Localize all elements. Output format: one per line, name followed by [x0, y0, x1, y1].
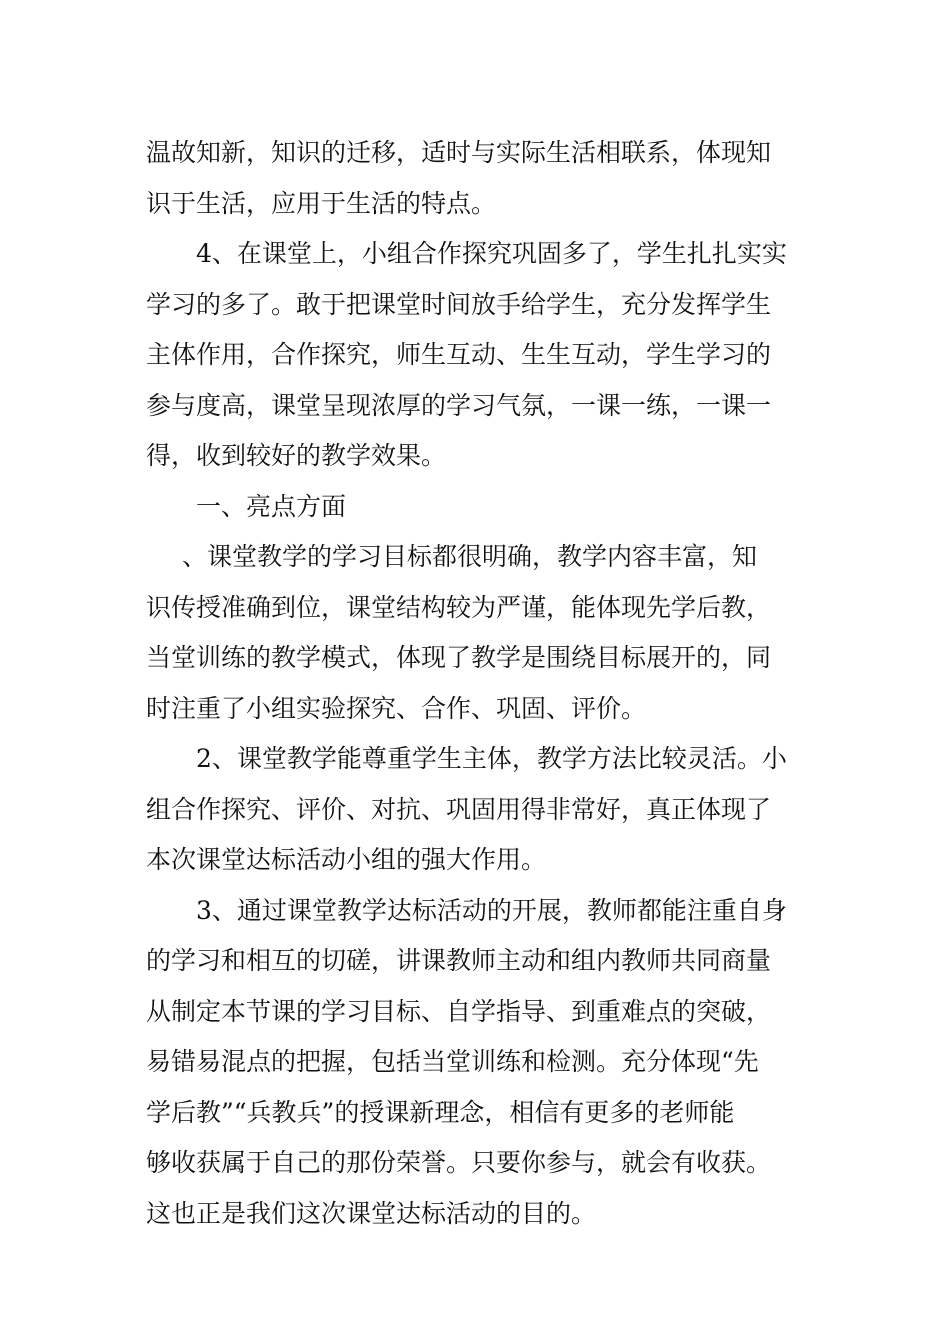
text-line: 识传授准确到位，课堂结构较为严谨，能体现先学后教， — [146, 592, 772, 622]
document-body — [146, 128, 810, 1239]
text-line: 这也正是我们这次课堂达标活动的目的。 — [146, 1198, 597, 1228]
text-line: 温故知新，知识的迁移，适时与实际生活相联系，体现知 — [146, 138, 772, 167]
text-line: 学后教”“兵教兵”的授课新理念，相信有更多的老师能 — [146, 1097, 735, 1127]
text-line: 学习的多了。敢于把课堂时间放手给学生，充分发挥学生 — [146, 289, 772, 319]
text-line: 组合作探究、评价、对抗、巩固用得非常好，真正体现了 — [146, 794, 772, 824]
text-line: 的学习和相互的切磋，讲课教师主动和组内教师共同商量 — [146, 946, 772, 975]
text-line: 时注重了小组实验探究、合作、巩固、评价。 — [146, 693, 647, 723]
section-heading: 一、亮点方面 — [196, 491, 347, 521]
text-line: 参与度高，课堂呈现浓厚的学习气氛，一课一练，一课一 — [146, 390, 772, 420]
text-line: 识于生活，应用于生活的特点。 — [146, 188, 497, 218]
paragraph-start-line: 2、课堂教学能尊重学生主体，教学方法比较灵活。小 — [196, 744, 787, 773]
text-line: 从制定本节课的学习目标、自学指导、到重难点的突破， — [146, 996, 772, 1026]
text-line: 本次课堂达标活动小组的强大作用。 — [146, 845, 547, 874]
text-line: 得，收到较好的教学效果。 — [146, 441, 447, 470]
text-line: 够收获属于自己的那份荣誉。只要你参与，就会有收获。 — [146, 1148, 772, 1177]
paragraph-start-line: 4、在课堂上，小组合作探究巩固多了，学生扎扎实实 — [196, 239, 787, 268]
paragraph-start-line: 3、通过课堂教学达标活动的开展，教师都能注重自身 — [196, 895, 787, 925]
text-line: 当堂训练的教学模式，体现了教学是围绕目标展开的，同 — [146, 643, 772, 672]
text-line: 易错易混点的把握，包括当堂训练和检测。充分体现“先 — [146, 1047, 759, 1076]
paragraph-start-line: 、课堂教学的学习目标都很明确，教学内容丰富，知 — [182, 542, 758, 571]
text-line: 主体作用，合作探究，师生互动、生生互动，学生学习的 — [146, 340, 772, 369]
